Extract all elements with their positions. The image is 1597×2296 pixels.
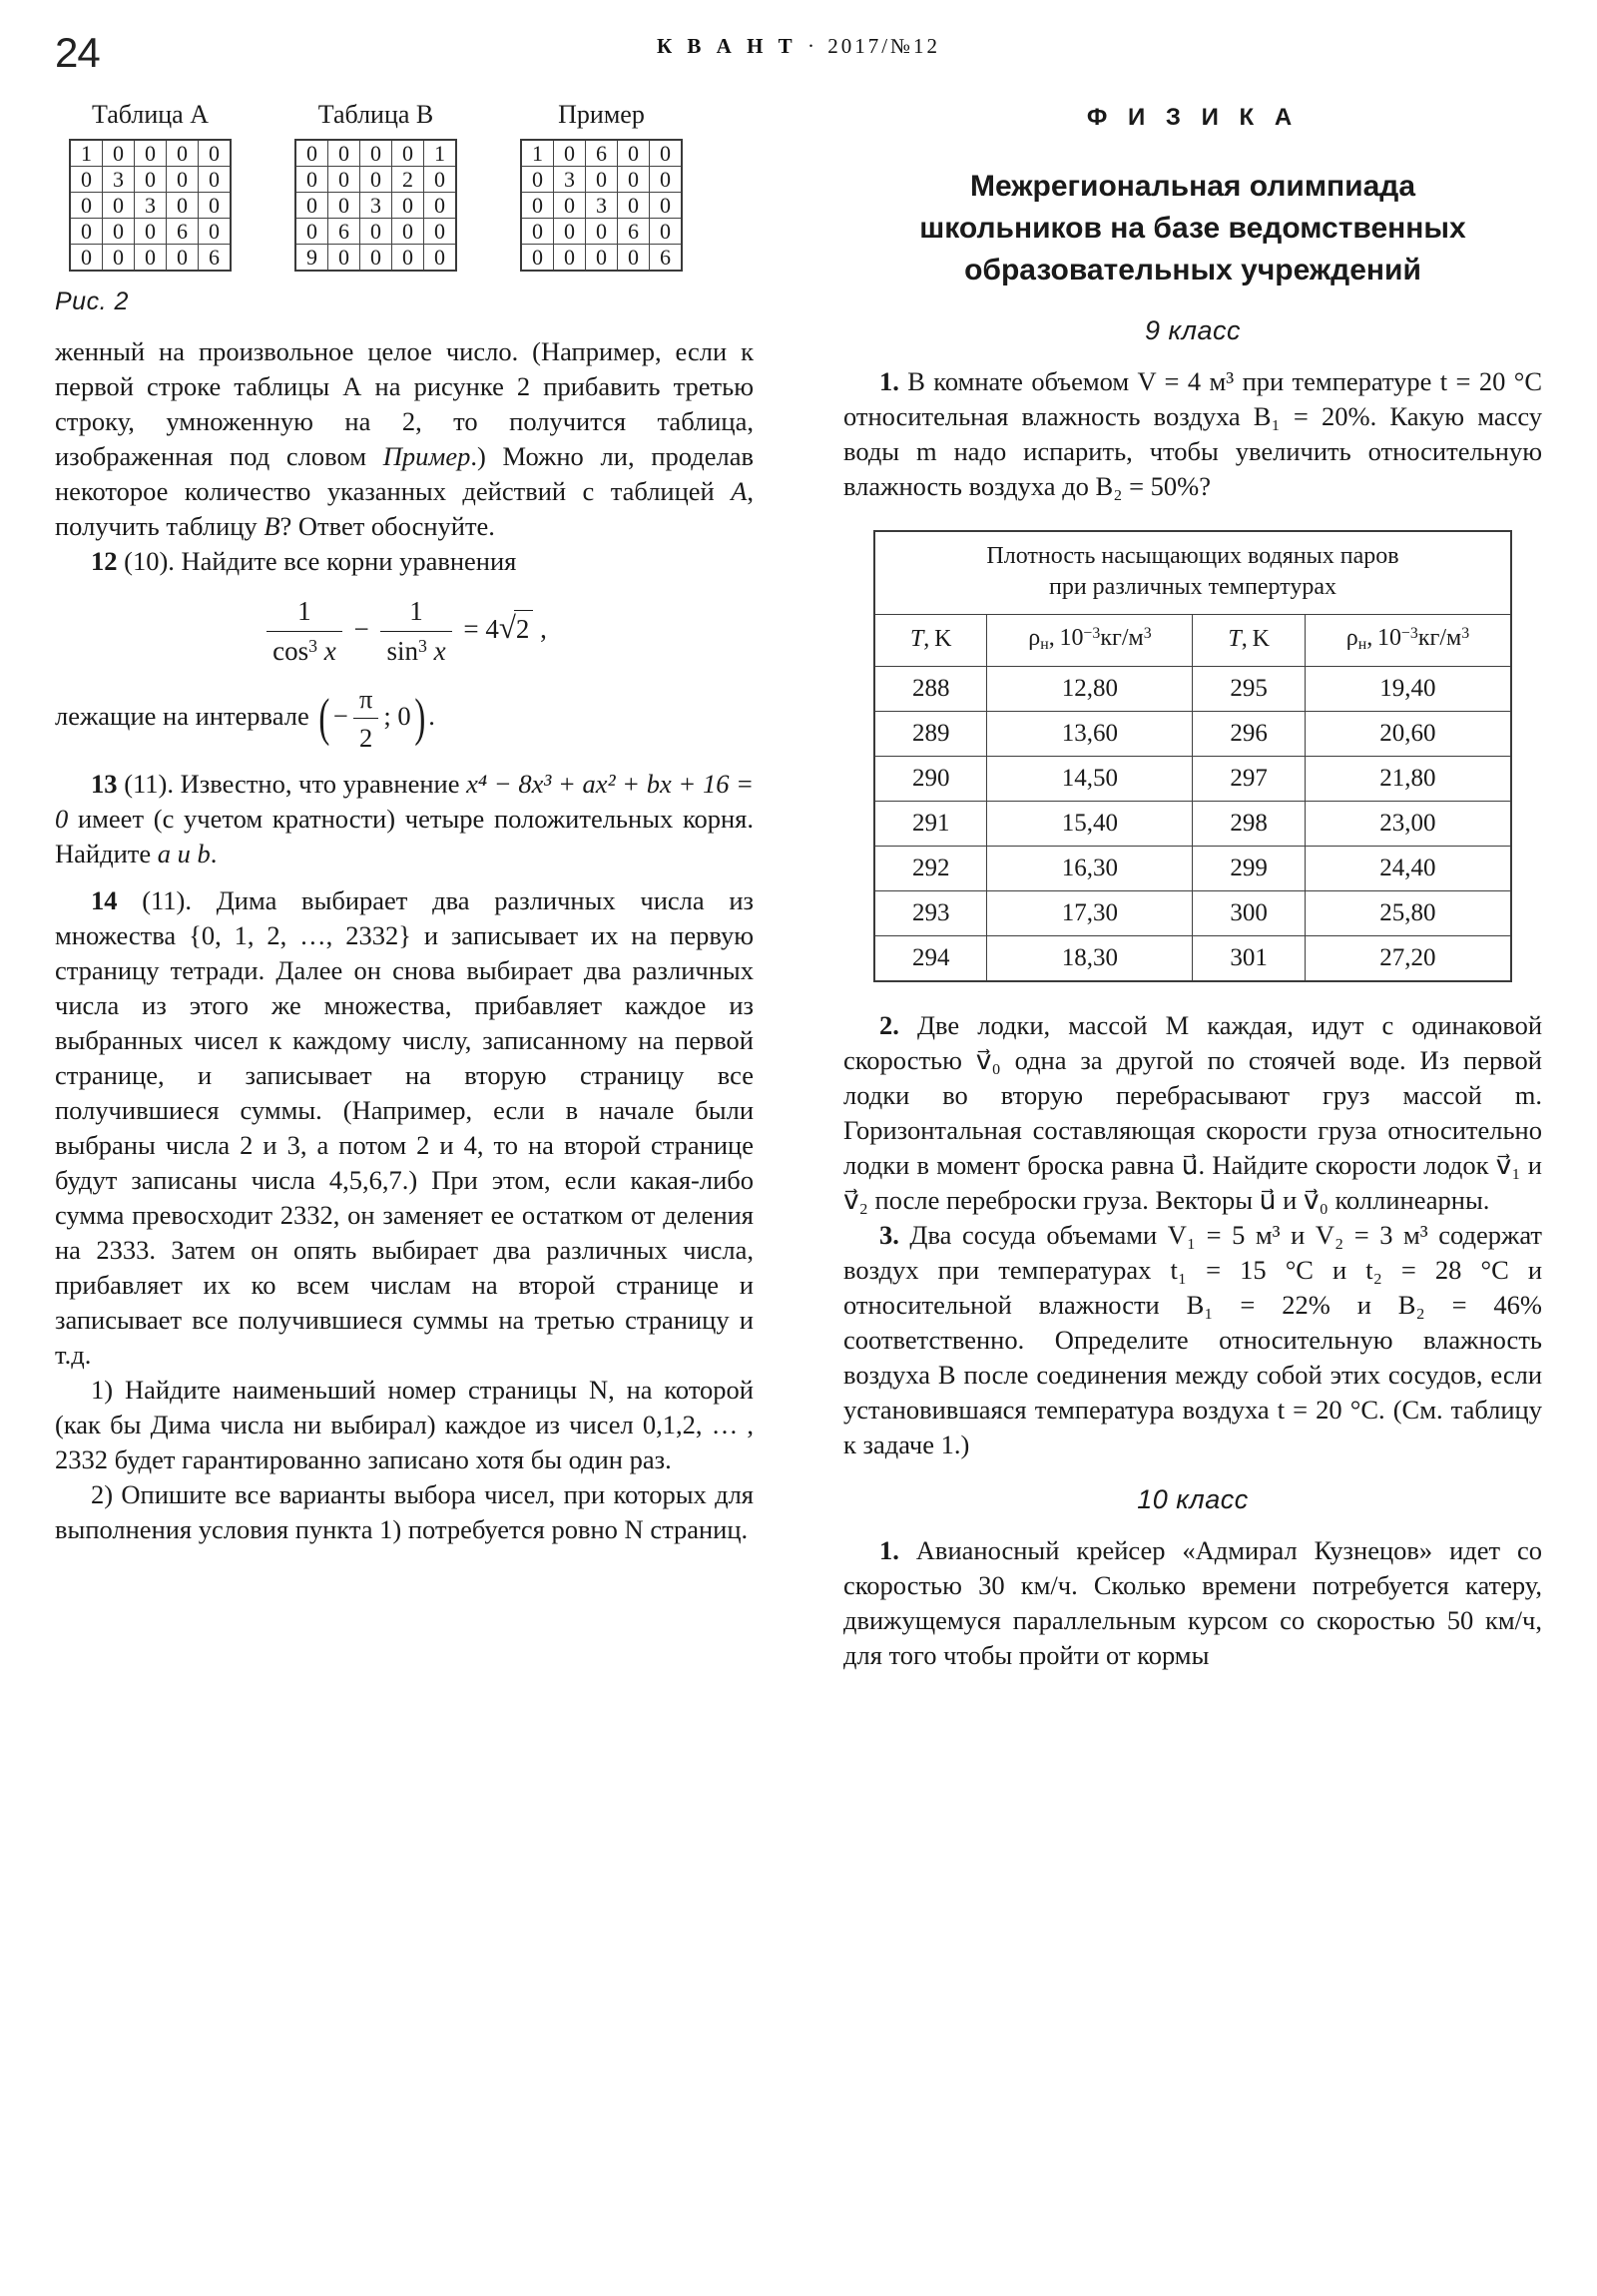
column-header-temperature-1: T, K <box>874 615 987 667</box>
fraction-1-numerator: 1 <box>266 595 342 632</box>
two-column-layout <box>55 100 1542 2266</box>
grid-table-b <box>294 100 457 272</box>
grid-cell: 3 <box>135 193 167 219</box>
fraction-2-numerator: 1 <box>380 595 451 632</box>
grid-cell: 1 <box>70 140 103 167</box>
grid-cell: 0 <box>167 140 199 167</box>
grid-cell: 6 <box>328 219 360 245</box>
grid-cell: 0 <box>167 167 199 193</box>
grid-cell: 1 <box>521 140 554 167</box>
vapor-table-caption-line-2: при различных темпертурах <box>1048 574 1336 600</box>
fraction-2 <box>380 595 451 669</box>
problem-13-variables: a и b <box>157 838 211 868</box>
grid-cell: 0 <box>554 245 586 272</box>
problem-12-tail-text: лежащие на интервале <box>55 700 309 731</box>
vapor-density-table <box>873 530 1512 982</box>
table-row <box>70 140 231 167</box>
cell-temperature: 299 <box>1193 847 1305 891</box>
cos-label: cos <box>272 635 309 666</box>
continuation-table-a: A <box>731 476 748 506</box>
physics-problem-2-text: Две лодки, массой M каждая, идут с одинаковой скоростью v⃗₀ одна за другой по стоячей воде. Из первой лодки во вторую перебрасывают груз массой m. Горизонтальная составляющая скорости груза относительно лодки в момент броска равна u⃗. Найдите скорости лодок v⃗₁ и v⃗₂ после переброски груза. Векторы u⃗ и v⃗₀ коллинеарны. <box>843 1010 1543 1216</box>
cell-density: 12,80 <box>987 667 1193 712</box>
grid-cell: 0 <box>586 245 618 272</box>
grid-cell: 0 <box>650 167 683 193</box>
figure-grids <box>55 100 754 272</box>
interval-den: 2 <box>359 722 373 753</box>
table-row <box>874 891 1511 936</box>
physics-problem-2 <box>843 1008 1542 1218</box>
cell-density: 17,30 <box>987 891 1193 936</box>
grid-cell: 3 <box>554 167 586 193</box>
table-row <box>521 219 682 245</box>
grid-cell: 0 <box>199 140 232 167</box>
table-row <box>70 193 231 219</box>
number-grid <box>69 139 232 272</box>
cell-temperature: 298 <box>1193 802 1305 847</box>
grid-cell: 0 <box>135 245 167 272</box>
grid-cell: 0 <box>392 140 424 167</box>
grid-cell: 6 <box>586 140 618 167</box>
grid-cell: 0 <box>618 193 650 219</box>
grid-cell: 0 <box>360 245 392 272</box>
paragraph-continuation <box>55 334 754 544</box>
continuation-text-3: , получить таблицу <box>55 476 754 541</box>
grid-cell: 0 <box>392 219 424 245</box>
grid-cell: 0 <box>618 245 650 272</box>
sin-label: sin <box>386 635 418 666</box>
table-row <box>521 193 682 219</box>
sqrt-icon: √ <box>498 609 516 645</box>
cos-exponent: 3 <box>308 635 317 656</box>
journal-title-line <box>55 34 1542 59</box>
grid-cell: 1 <box>424 140 457 167</box>
grid-cell: 0 <box>392 245 424 272</box>
grid-cell: 0 <box>618 167 650 193</box>
cell-temperature: 291 <box>874 802 987 847</box>
cell-density: 23,00 <box>1305 802 1511 847</box>
olympiad-title-line-2: школьников на базе ведомственных <box>919 212 1466 245</box>
grid-b-caption: Таблица В <box>317 100 434 129</box>
table-row <box>874 757 1511 802</box>
physics-problem-10-1-text: Авианосный крейсер «Адмирал Кузнецов» идет со скоростью 30 км/ч. Сколько времени потребуется катеру, движущемуся параллельным курсом со скоростью 50 км/ч, для того чтобы пройти от кормы <box>843 1535 1542 1671</box>
grid-cell: 2 <box>392 167 424 193</box>
grid-cell: 0 <box>328 245 360 272</box>
physics-problem-1 <box>843 364 1542 504</box>
grid-cell: 0 <box>135 219 167 245</box>
grid-cell: 0 <box>554 193 586 219</box>
grid-cell: 0 <box>586 167 618 193</box>
number-grid <box>294 139 457 272</box>
running-head <box>55 30 1542 76</box>
vapor-table-caption <box>874 531 1511 615</box>
table-header-row <box>874 615 1511 667</box>
olympiad-title-line-3: образовательных учреждений <box>964 254 1421 287</box>
physics-problems-10 <box>843 1533 1542 1673</box>
sqrt-radicand: 2 <box>514 610 534 647</box>
interval-minus: − <box>332 700 348 731</box>
table-row <box>295 245 456 272</box>
journal-separator: · <box>806 34 817 58</box>
grid-cell: 0 <box>424 245 457 272</box>
grid-cell: 0 <box>328 140 360 167</box>
grid-cell: 0 <box>295 167 328 193</box>
continuation-text-4: ? Ответ обоснуйте. <box>279 511 495 541</box>
problem-14-item-1: 1) Найдите наименьший номер страницы N, на которой (как бы Дима числа ни выбирал) каждое из чисел 0,1,2, … , 2332 будет гарантированно записано хотя бы один раз. <box>55 1374 754 1474</box>
physics-problem-10-1-number: 1. <box>879 1535 899 1566</box>
table-row <box>295 219 456 245</box>
grid-example-caption: Пример <box>558 100 645 129</box>
interval-period: . <box>428 700 435 731</box>
grid-cell: 0 <box>650 140 683 167</box>
cell-density: 18,30 <box>987 936 1193 982</box>
problem-12-tail <box>55 683 754 755</box>
column-header-density-1: $\rho_н$, $10^{-3}кг/м^3$ <box>987 615 1193 667</box>
grid-cell: 0 <box>328 193 360 219</box>
table-row <box>874 667 1511 712</box>
grid-cell: 3 <box>103 167 135 193</box>
cell-density: 20,60 <box>1305 712 1511 757</box>
left-column-body <box>55 334 754 1547</box>
vapor-table-caption-line-1: Плотность насыщающих водяных паров <box>986 543 1399 569</box>
physics-problem-3 <box>843 1218 1542 1462</box>
section-heading-physics: Ф И З И К А <box>1086 104 1300 131</box>
grid-cell: 0 <box>360 140 392 167</box>
table-row <box>295 140 456 167</box>
physics-problem-3-text: Два сосуда объемами V₁ = 5 м³ и V₂ = 3 м³ содержат воздух при температурах t₁ = 15 °C и t₂ = 28 °C и относительной влажности B₁ = 22% и B₂ = 46% соответственно. Определите относительную влажность воздуха B после соединения между собой этих сосудов, если установившаяся температура воздуха t = 20 °C. (См. таблицу к задаче 1.) <box>843 1220 1542 1460</box>
interval-num: π <box>353 683 378 719</box>
grid-cell: 0 <box>295 193 328 219</box>
table-row <box>295 167 456 193</box>
number-grid <box>520 139 683 272</box>
physics-problems-9-cont <box>843 1008 1542 1462</box>
grid-cell: 0 <box>328 167 360 193</box>
problem-13-number: 13 <box>91 768 118 799</box>
interval-right: 0 <box>397 700 411 731</box>
problem-12-paren: (10). <box>124 546 175 576</box>
figure-2 <box>55 100 754 316</box>
table-caption-row <box>874 531 1511 615</box>
grid-cell: 0 <box>70 245 103 272</box>
olympiad-title-line-1: Межрегиональная олимпиада <box>969 170 1415 203</box>
cell-temperature: 300 <box>1193 891 1305 936</box>
grid-cell: 6 <box>618 219 650 245</box>
grid-table-a <box>69 100 232 272</box>
sin-exponent: 3 <box>417 635 427 656</box>
continuation-table-b: B <box>264 511 280 541</box>
formula-minus: − <box>353 613 369 644</box>
cell-temperature: 296 <box>1193 712 1305 757</box>
table-row <box>874 712 1511 757</box>
physics-problem-3-number: 3. <box>879 1220 899 1251</box>
grid-cell: 0 <box>103 140 135 167</box>
grid-cell: 0 <box>424 167 457 193</box>
right-column <box>843 100 1542 1673</box>
grid-cell: 0 <box>103 193 135 219</box>
problem-14 <box>55 883 754 1373</box>
interval-semicolon: ; <box>383 700 391 731</box>
table-row <box>70 219 231 245</box>
grid-cell: 0 <box>424 219 457 245</box>
cell-temperature: 301 <box>1193 936 1305 982</box>
physics-problems-9 <box>843 364 1542 504</box>
cell-density: 19,40 <box>1305 667 1511 712</box>
problem-12-text: Найдите все корни уравнения <box>181 546 517 576</box>
grid-cell: 0 <box>360 167 392 193</box>
left-column <box>55 100 754 1547</box>
table-row <box>70 245 231 272</box>
fraction-2-denominator <box>380 632 451 669</box>
physics-problem-1-text: В комнате объемом V = 4 м³ при температуре t = 20 °C относительная влажность воздуха B₁ = 20%. Какую массу воды m надо испарить, чтобы увеличить относительную влажность воздуха до B₂ = 50%? <box>843 366 1543 501</box>
problem-12-number: 12 <box>91 546 118 576</box>
grid-cell: 0 <box>650 193 683 219</box>
olympiad-title <box>843 166 1542 291</box>
grid-cell: 0 <box>521 193 554 219</box>
physics-problem-10-1 <box>843 1533 1542 1673</box>
grid-cell: 0 <box>103 245 135 272</box>
grid-cell: 3 <box>360 193 392 219</box>
table-row <box>521 140 682 167</box>
page-number: 24 <box>55 29 100 76</box>
problem-13-equation: x⁴ − 8x³ + ax² + bx + 16 = 0 <box>55 768 755 834</box>
grid-cell: 0 <box>199 219 232 245</box>
grid-cell: 9 <box>295 245 328 272</box>
cell-temperature: 293 <box>874 891 987 936</box>
cell-density: 25,80 <box>1305 891 1511 936</box>
cell-density: 13,60 <box>987 712 1193 757</box>
problem-14-number: 14 <box>91 884 118 915</box>
grid-cell: 0 <box>586 219 618 245</box>
grid-a-caption: Таблица А <box>92 100 209 129</box>
problem-13 <box>55 767 754 871</box>
grid-cell: 0 <box>135 167 167 193</box>
problem-14-body: Дима выбирает два различных числа из множества {0, 1, 2, …, 2332} и записывает их на первую страницу тетради. Далее он снова выбирает два различных числа из этого же множества, прибавляет каждое из выбранных чисел к каждому числу, записанному на первой странице, и записывает на вторую страницу все получившиеся суммы. (Например, если в начале были выбраны числа 2 и 3, а потом 2 и 4, то на второй странице будут записаны числа 4,5,6,7.) При этом, если какая-либо сумма превосходит 2332, он заменяет ее остатком от деления на 2333. Затем он опять выбирает два различных числа, прибавляет их ко всем числам на второй странице и записывает все получившиеся суммы на третью страницу и т.д. <box>55 884 755 1370</box>
sin-variable: x <box>433 635 446 666</box>
right-paren-icon: ) <box>413 688 425 747</box>
grid-cell: 0 <box>70 167 103 193</box>
fraction-1 <box>266 595 342 669</box>
cell-temperature: 297 <box>1193 757 1305 802</box>
figure-caption: Рис. 2 <box>55 287 129 315</box>
journal-name: К В А Н Т <box>656 34 798 58</box>
problem-14-item-2: 2) Опишите все варианты выбора чисел, при которых для выполнения условия пункта 1) потребуется ровно N страниц. <box>55 1478 754 1544</box>
continuation-italic-example: Пример <box>382 441 471 471</box>
cell-density: 21,80 <box>1305 757 1511 802</box>
table-row <box>521 167 682 193</box>
grid-cell: 0 <box>424 193 457 219</box>
cos-variable: x <box>323 635 336 666</box>
grid-cell: 0 <box>554 140 586 167</box>
journal-issue: 2017/№12 <box>827 34 941 58</box>
cell-temperature: 292 <box>874 847 987 891</box>
problem-13-text-after: имеет (с учетом кратности) четыре положительных корня. Найдите <box>55 803 754 868</box>
table-row <box>874 802 1511 847</box>
problem-13-paren: (11). <box>124 768 174 799</box>
left-paren-icon: ( <box>318 688 330 747</box>
physics-problem-1-number: 1. <box>879 366 899 396</box>
table-row <box>874 936 1511 982</box>
cell-temperature: 295 <box>1193 667 1305 712</box>
grid-cell: 0 <box>360 219 392 245</box>
grid-cell: 6 <box>199 245 232 272</box>
grid-cell: 0 <box>521 167 554 193</box>
grid-cell: 0 <box>521 245 554 272</box>
cell-density: 15,40 <box>987 802 1193 847</box>
problem-13-period: . <box>210 838 218 868</box>
formula-12 <box>55 595 754 669</box>
cell-density: 27,20 <box>1305 936 1511 982</box>
grid-cell: 0 <box>167 193 199 219</box>
problem-12 <box>55 544 754 579</box>
grid-cell: 0 <box>103 219 135 245</box>
continuation-text-2: .) Можно ли, проделав некоторое количество указанных действий с таблицей <box>55 441 754 506</box>
class-heading-9: 9 класс <box>1144 315 1241 345</box>
formula-comma: , <box>540 613 547 644</box>
cell-density: 24,40 <box>1305 847 1511 891</box>
grid-cell: 0 <box>135 140 167 167</box>
table-row <box>521 245 682 272</box>
grid-cell: 0 <box>618 140 650 167</box>
cell-temperature: 294 <box>874 936 987 982</box>
grid-cell: 0 <box>199 193 232 219</box>
grid-cell: 0 <box>521 219 554 245</box>
grid-cell: 3 <box>586 193 618 219</box>
fraction-1-denominator <box>266 632 342 669</box>
grid-cell: 0 <box>392 193 424 219</box>
cell-density: 14,50 <box>987 757 1193 802</box>
cell-density: 16,30 <box>987 847 1193 891</box>
grid-cell: 0 <box>199 167 232 193</box>
grid-cell: 0 <box>295 140 328 167</box>
formula-rhs-coefficient: 4 <box>485 613 499 644</box>
grid-cell: 0 <box>650 219 683 245</box>
column-header-temperature-2: T, K <box>1193 615 1305 667</box>
physics-problem-2-number: 2. <box>879 1010 899 1041</box>
class-heading-10: 10 класс <box>1137 1484 1249 1515</box>
problem-14-paren: (11). <box>142 884 193 915</box>
grid-cell: 0 <box>295 219 328 245</box>
table-row <box>70 167 231 193</box>
grid-cell: 0 <box>554 219 586 245</box>
grid-table-example <box>520 100 683 272</box>
table-row <box>295 193 456 219</box>
grid-cell: 0 <box>70 219 103 245</box>
formula-equals: = <box>463 613 479 644</box>
cell-temperature: 289 <box>874 712 987 757</box>
table-row <box>874 847 1511 891</box>
grid-cell: 6 <box>650 245 683 272</box>
continuation-text-1: женный на произвольное целое число. (Например, если к первой строке таблицы А на рисунке 2 прибавить третью строку, умноженную на 2, то получится таблица, изображенная под словом <box>55 336 754 471</box>
grid-cell: 0 <box>167 245 199 272</box>
grid-cell: 0 <box>70 193 103 219</box>
problem-13-text-before: Известно, что уравнение <box>180 768 460 799</box>
grid-cell: 6 <box>167 219 199 245</box>
cell-temperature: 288 <box>874 667 987 712</box>
column-header-density-2: $\rho_н$, $10^{-3}кг/м^3$ <box>1305 615 1511 667</box>
interval-fraction <box>353 683 378 755</box>
cell-temperature: 290 <box>874 757 987 802</box>
